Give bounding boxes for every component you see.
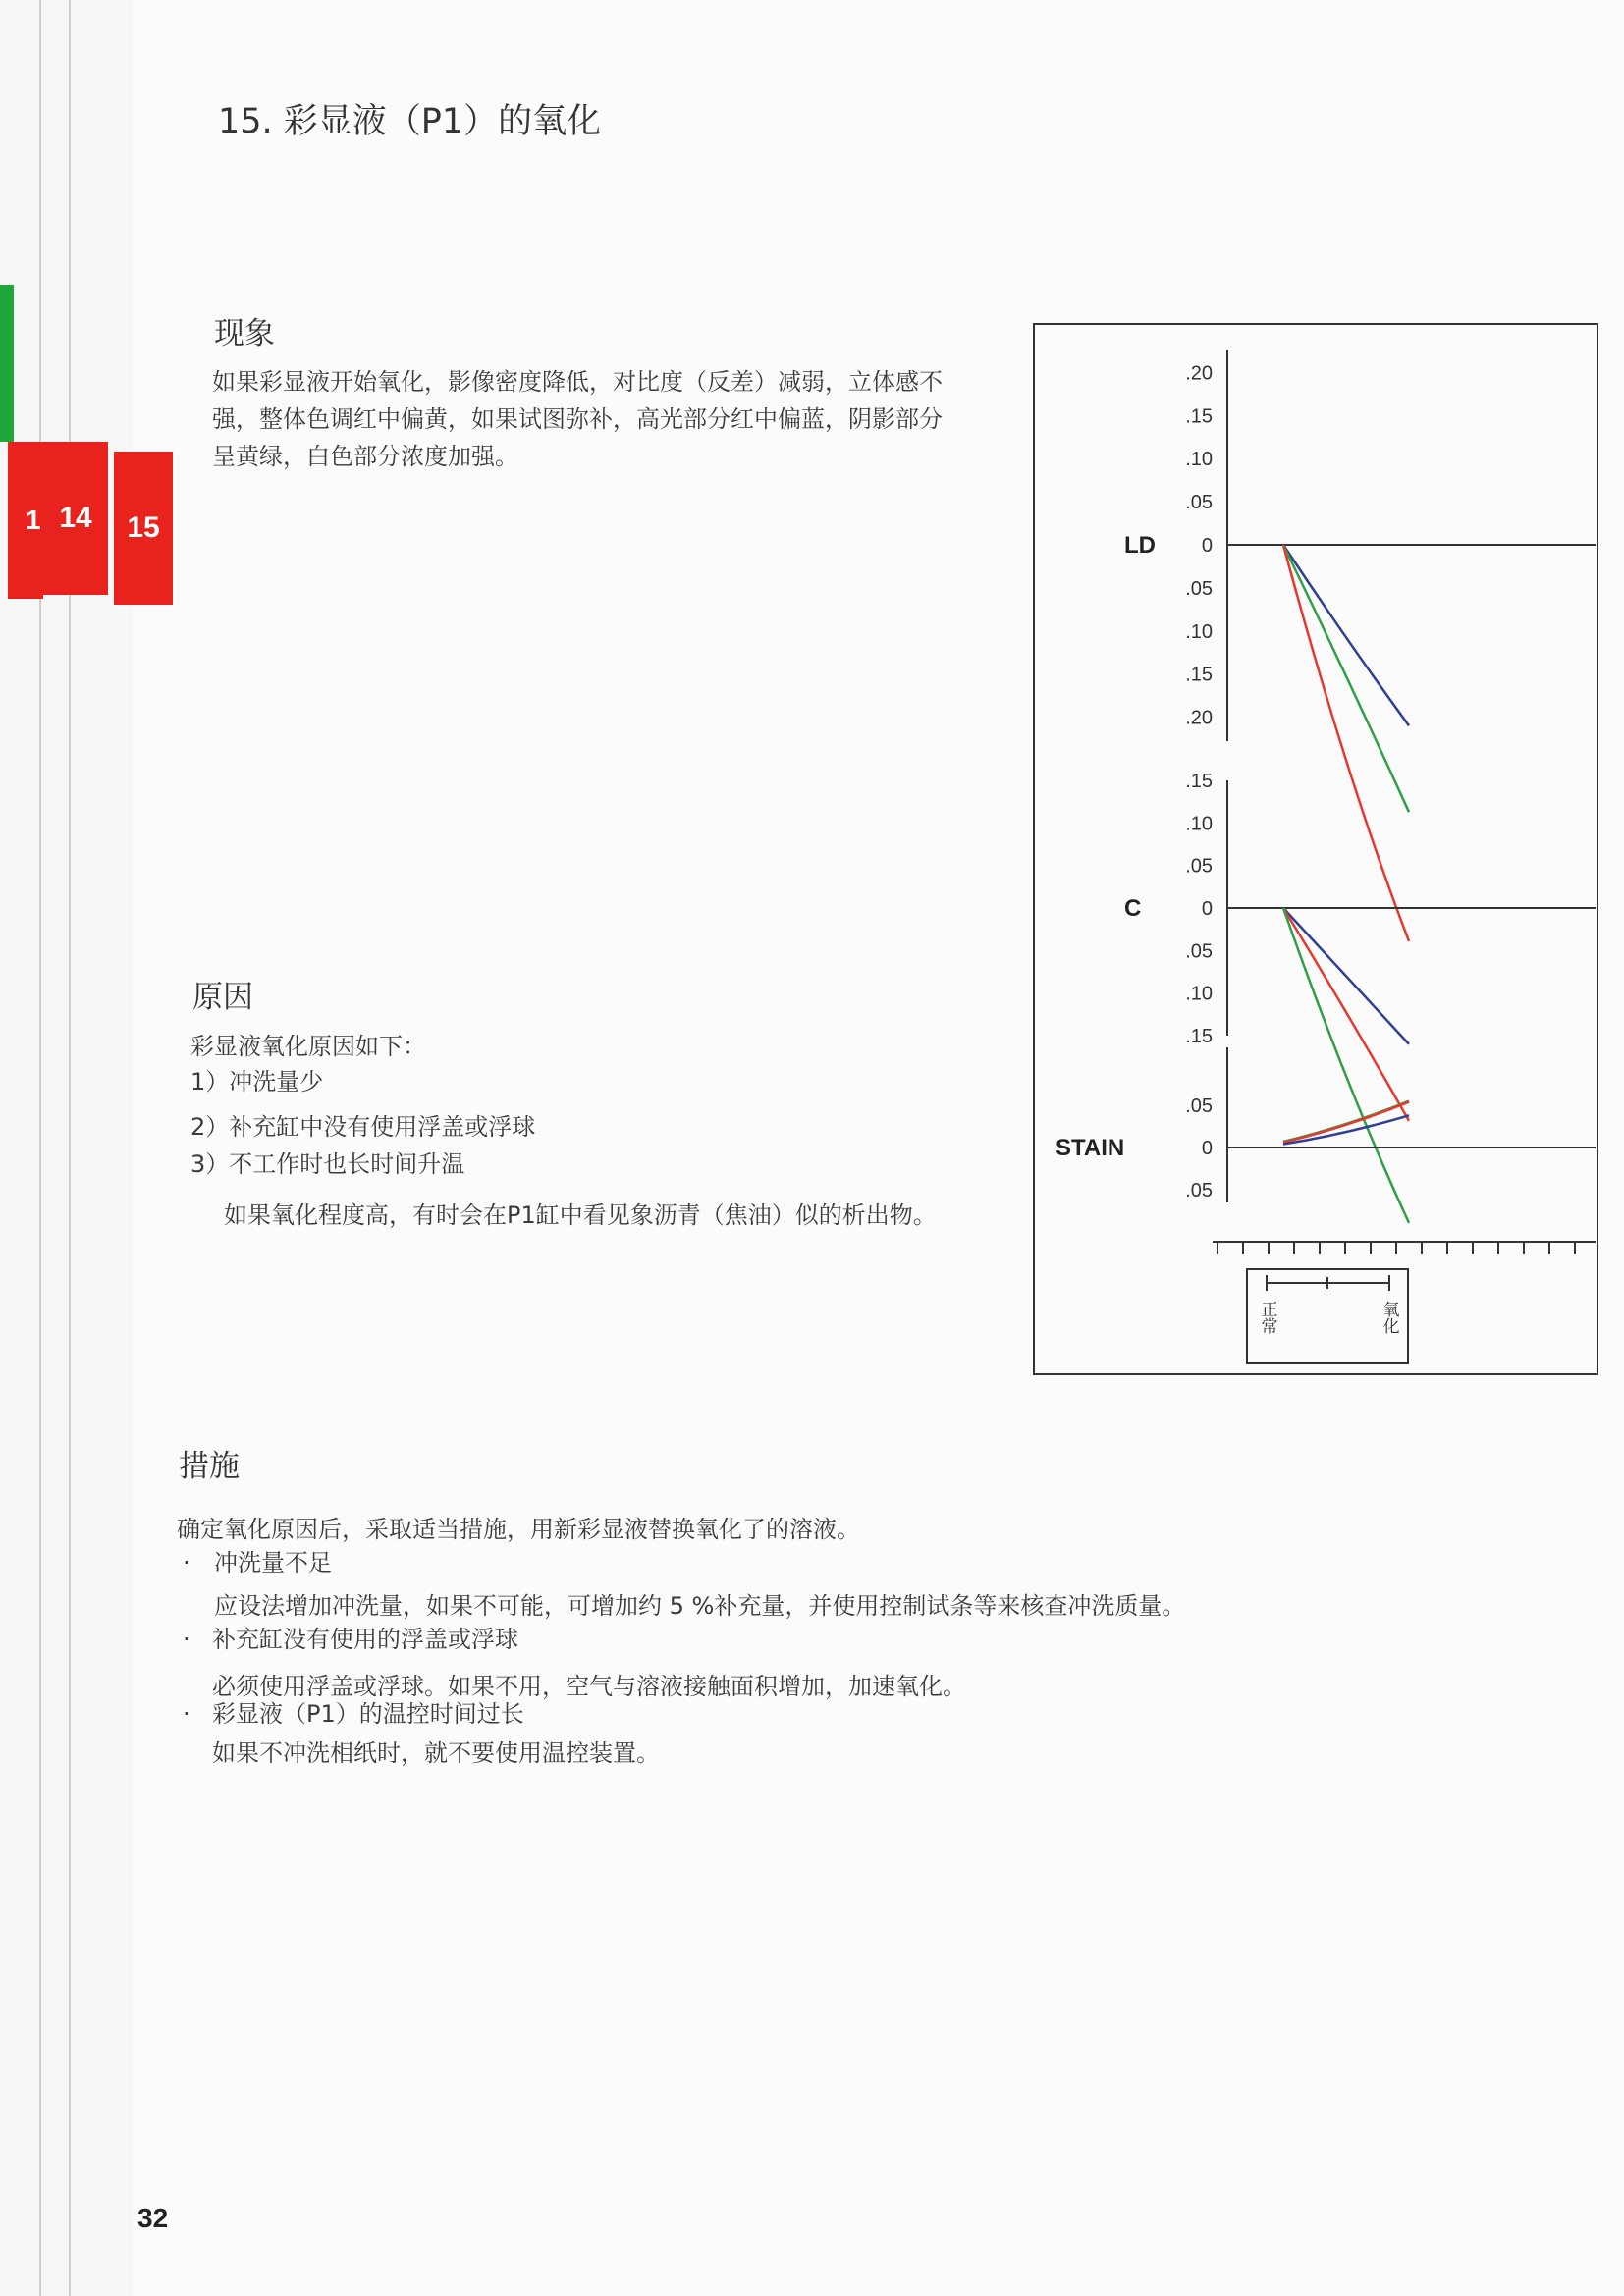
series-line xyxy=(1283,908,1409,1121)
section-tab-1[interactable] xyxy=(8,442,43,599)
measure-detail: 如果不冲洗相纸时，就不要使用温控装置。 xyxy=(212,1739,660,1767)
page-edge xyxy=(39,0,41,2296)
section-heading-cause: 原因 xyxy=(192,980,253,1015)
text-line: 呈黄绿，白色部分浓度加强。 xyxy=(212,443,518,470)
cause-note: 如果氧化程度高，有时会在P1缸中看见象沥青（焦油）似的析出物。 xyxy=(224,1201,937,1229)
y-tick-label: .15 xyxy=(1185,770,1213,792)
y-tick-label: .15 xyxy=(1185,664,1213,686)
y-tick-label: .05 xyxy=(1185,1095,1213,1117)
series-line xyxy=(1283,545,1409,725)
y-tick-label: 0 xyxy=(1201,535,1213,557)
tab-label: 15 xyxy=(127,511,160,544)
cause-item: 3）不工作时也长时间升温 xyxy=(190,1150,465,1178)
cause-intro: 彩显液氧化原因如下： xyxy=(190,1033,426,1060)
y-tick-label: .20 xyxy=(1185,362,1213,385)
y-tick-label: .10 xyxy=(1185,813,1213,835)
section-heading-phenomenon: 现象 xyxy=(214,316,275,351)
oxidation-density-chart xyxy=(1026,319,1605,1389)
bullet-dot: · xyxy=(183,1549,190,1576)
measure-detail: 必须使用浮盖或浮球。如果不用，空气与溶液接触面积增加，加速氧化。 xyxy=(212,1673,966,1700)
cause-item: 2）补充缸中没有使用浮盖或浮球 xyxy=(190,1113,536,1141)
chart-frame xyxy=(1034,324,1597,1374)
cause-item: 1）冲洗量少 xyxy=(190,1068,324,1095)
y-tick-label: .10 xyxy=(1185,620,1213,643)
measure-title: 补充缸没有使用的浮盖或浮球 xyxy=(212,1626,518,1653)
section-tab-14[interactable] xyxy=(43,442,108,595)
tab-label: 1 xyxy=(26,505,41,535)
measure-title: 冲洗量不足 xyxy=(214,1549,332,1576)
series-line xyxy=(1283,545,1409,941)
section-heading-measures: 措施 xyxy=(179,1449,240,1484)
y-tick-label: .15 xyxy=(1185,1026,1213,1048)
page-edge xyxy=(69,0,71,2296)
y-tick-label: .10 xyxy=(1185,449,1213,471)
measure-title: 彩显液（P1）的温控时间过长 xyxy=(212,1700,524,1728)
series-line xyxy=(1283,908,1409,1223)
bullet-dot: · xyxy=(183,1700,190,1728)
text-line: 强，整体色调红中偏黄，如果试图弥补，高光部分红中偏蓝，阴影部分 xyxy=(212,405,943,433)
measure-detail: 应设法增加冲洗量，如果不可能，可增加约 5 %补充量，并使用控制试条等来核查冲洗质量。 xyxy=(214,1592,1186,1620)
y-tick-label: .05 xyxy=(1185,940,1213,963)
x-legend-start: 正常 xyxy=(1258,1301,1277,1334)
y-tick-label: .05 xyxy=(1185,1180,1213,1201)
panel-label: C xyxy=(1124,895,1142,922)
series-line xyxy=(1283,908,1409,1044)
y-tick-label: .20 xyxy=(1185,707,1213,729)
panel-label: STAIN xyxy=(1056,1135,1125,1161)
panel-label: LD xyxy=(1124,532,1156,559)
y-tick-label: .05 xyxy=(1185,492,1213,514)
x-legend-end: 氧化 xyxy=(1380,1301,1399,1334)
text-line: 如果彩显液开始氧化，影像密度降低，对比度（反差）减弱，立体感不 xyxy=(212,368,943,396)
y-tick-label: .10 xyxy=(1185,983,1213,1005)
y-tick-label: 0 xyxy=(1201,1138,1213,1159)
page-title: 15. 彩显液（P1）的氧化 xyxy=(218,102,602,141)
section-tab-green xyxy=(0,285,14,442)
phenomenon-paragraph xyxy=(212,363,1076,475)
y-tick-label: .05 xyxy=(1185,577,1213,600)
y-tick-label: 0 xyxy=(1201,898,1213,920)
bullet-dot: · xyxy=(183,1626,190,1653)
page-number: 32 xyxy=(137,2203,169,2233)
tab-label: 14 xyxy=(59,502,92,534)
series-line xyxy=(1283,545,1409,812)
y-tick-label: .05 xyxy=(1185,855,1213,878)
measures-intro: 确定氧化原因后，采取适当措施，用新彩显液替换氧化了的溶液。 xyxy=(177,1516,860,1543)
y-tick-label: .15 xyxy=(1185,405,1213,428)
series-line xyxy=(1283,1115,1409,1144)
section-tab-15[interactable] xyxy=(114,452,173,605)
